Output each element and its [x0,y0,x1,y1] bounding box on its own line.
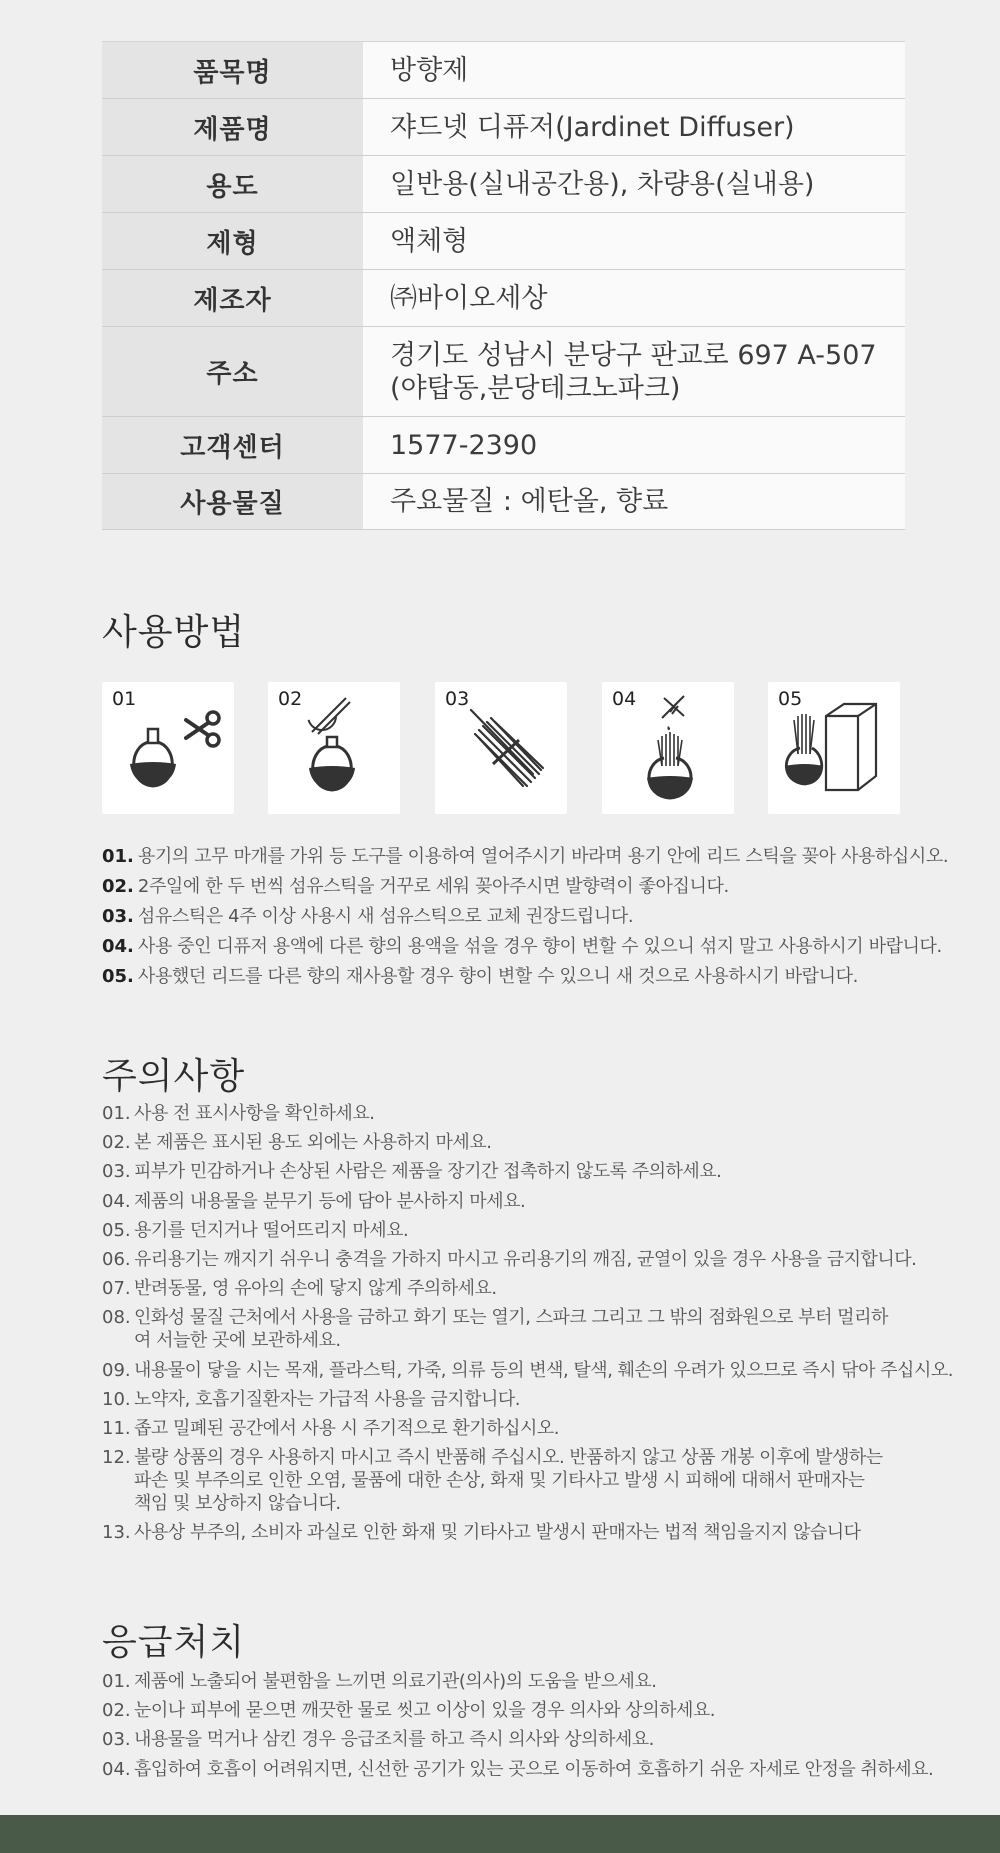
info-value: 1577-2390 [363,417,905,474]
caution-list [102,1102,982,1550]
usage-title: 사용방법 [102,612,246,653]
list-item: 01. 용기의 고무 마개를 가위 등 도구를 이용하여 열어주시기 바라며 용기 안에 리드 스틱을 꽂아 사용하십시오. [102,846,949,867]
info-label: 주소 [102,327,363,417]
info-label: 사용물질 [102,474,363,530]
step-card-01 [102,682,234,814]
list-item: 01. 제품에 노출되어 불편함을 느끼면 의료기관(의사)의 도움을 받으세요. [102,1671,657,1692]
info-value: 쟈드넷 디퓨저(Jardinet Diffuser) [363,99,905,156]
list-item: 02. 2주일에 한 두 번씩 섬유스틱을 거꾸로 세워 꽂아주시면 발향력이 좋아집니다. [102,876,729,897]
list-item: 03. 피부가 민감하거나 손상된 사람은 제품을 장기간 접촉하지 않도록 주의하세요. [102,1161,722,1183]
info-value: 액체형 [363,213,905,270]
list-item: 06. 유리용기는 깨지기 쉬우니 충격을 가하지 마시고 유리용기의 깨짐, 균열이 있을 경우 사용을 금지합니다. [102,1248,917,1270]
first-aid-list [102,1670,982,1787]
usage-steps [102,682,905,814]
flask-scissors-icon [102,682,234,814]
flask-insert-reeds-icon [268,682,400,814]
list-item: 07. 반려동물, 영 유아의 손에 닿지 않게 주의하세요. [102,1278,497,1300]
address-line-2: (야탑동,분당테크노파크) [390,372,681,404]
info-row [102,42,905,99]
info-row [102,270,905,327]
list-item: 11. 좁고 밀폐된 공간에서 사용 시 주기적으로 환기하십시오. [102,1417,559,1439]
info-value [363,327,905,417]
info-label: 고객센터 [102,417,363,474]
list-item: 03. 내용물을 먹거나 삼킨 경우 응급조치를 하고 즉시 의사와 상의하세요. [102,1729,654,1751]
info-value: ㈜바이오세상 [363,270,905,327]
step-number: 01 [112,688,137,710]
list-item: 05. 용기를 던지거나 떨어뜨리지 마세요. [102,1219,409,1241]
info-label: 제조자 [102,270,363,327]
info-row [102,474,905,530]
list-item: 04. 사용 중인 디퓨저 용액에 다른 향의 용액을 섞을 경우 향이 변할 수 있으니 섞지 말고 사용하시기 바랍니다. [102,936,942,957]
reed-sticks-icon [435,682,567,814]
list-item: 01. 사용 전 표시사항을 확인하세요. [102,1103,375,1124]
step-card-04 [602,682,734,814]
list-item: 02. 눈이나 피부에 묻으면 깨끗한 물로 씻고 이상이 있을 경우 의사와 상의하세요. [102,1700,715,1722]
usage-instructions [102,842,982,992]
list-item: 02. 본 제품은 표시된 용도 외에는 사용하지 마세요. [102,1132,492,1154]
caution-title: 주의사항 [102,1056,246,1097]
info-row [102,99,905,156]
info-label: 용도 [102,156,363,213]
step-number: 03 [445,688,470,710]
list-item: 08. 인화성 물질 근처에서 사용을 금하고 화기 또는 열기, 스파크 그리고 그 밖의 점화원으로 부터 멀리하여 서늘한 곳에 보관하세요. [102,1307,888,1352]
diffuser-no-mix-icon [602,682,734,814]
step-card-05 [768,682,900,814]
list-item: 10. 노약자, 호흡기질환자는 가급적 사용을 금지합니다. [102,1388,520,1410]
footer-bar [0,1815,1000,1853]
step-number: 04 [612,688,637,710]
step-card-02 [268,682,400,814]
info-row [102,327,905,417]
step-number: 05 [778,688,803,710]
info-label: 제품명 [102,99,363,156]
list-item: 03. 섬유스틱은 4주 이상 사용시 새 섬유스틱으로 교체 권장드립니다. [102,906,634,927]
info-row [102,417,905,474]
info-value: 일반용(실내공간용), 차량용(실내용) [363,156,905,213]
list-item: 12. 불량 상품의 경우 사용하지 마시고 즉시 반품해 주십시오. 반품하지 않고 상품 개봉 이후에 발생하는 파손 및 부주의로 인한 오염, 물품에 대한 손상, 화재 및 기타사고 발생 시 피해에 대해서 판매자는 책임 및 보상하지 않습니다. [102,1447,883,1515]
product-info-table [102,41,905,530]
info-label: 품목명 [102,42,363,99]
step-card-03 [435,682,567,814]
list-item: 04. 제품의 내용물을 분무기 등에 담아 분사하지 마세요. [102,1190,526,1212]
address-line-1: 경기도 성남시 분당구 판교로 697 A-507 [390,339,877,371]
step-number: 02 [278,688,303,710]
list-item: 09. 내용물이 닿을 시는 목재, 플라스틱, 가죽, 의류 등의 변색, 탈색, 훼손의 우려가 있으므로 즉시 닦아 주십시오. [102,1359,953,1381]
info-value: 주요물질 : 에탄올, 향료 [363,474,905,530]
list-item: 05. 사용했던 리드를 다른 향의 재사용할 경우 향이 변할 수 있으니 새 것으로 사용하시기 바랍니다. [102,966,858,987]
info-value: 방향제 [363,42,905,99]
first-aid-title: 응급처치 [102,1622,246,1663]
info-row [102,213,905,270]
list-item: 04. 흡입하여 호흡이 어려워지면, 신선한 공기가 있는 곳으로 이동하여 호흡하기 쉬운 자세로 안정을 취하세요. [102,1758,934,1780]
info-label: 제형 [102,213,363,270]
info-row [102,156,905,213]
list-item: 13. 사용상 부주의, 소비자 과실로 인한 화재 및 기타사고 발생시 판매자는 법적 책임을지지 않습니다 [102,1522,861,1544]
diffuser-box-icon [768,682,900,814]
